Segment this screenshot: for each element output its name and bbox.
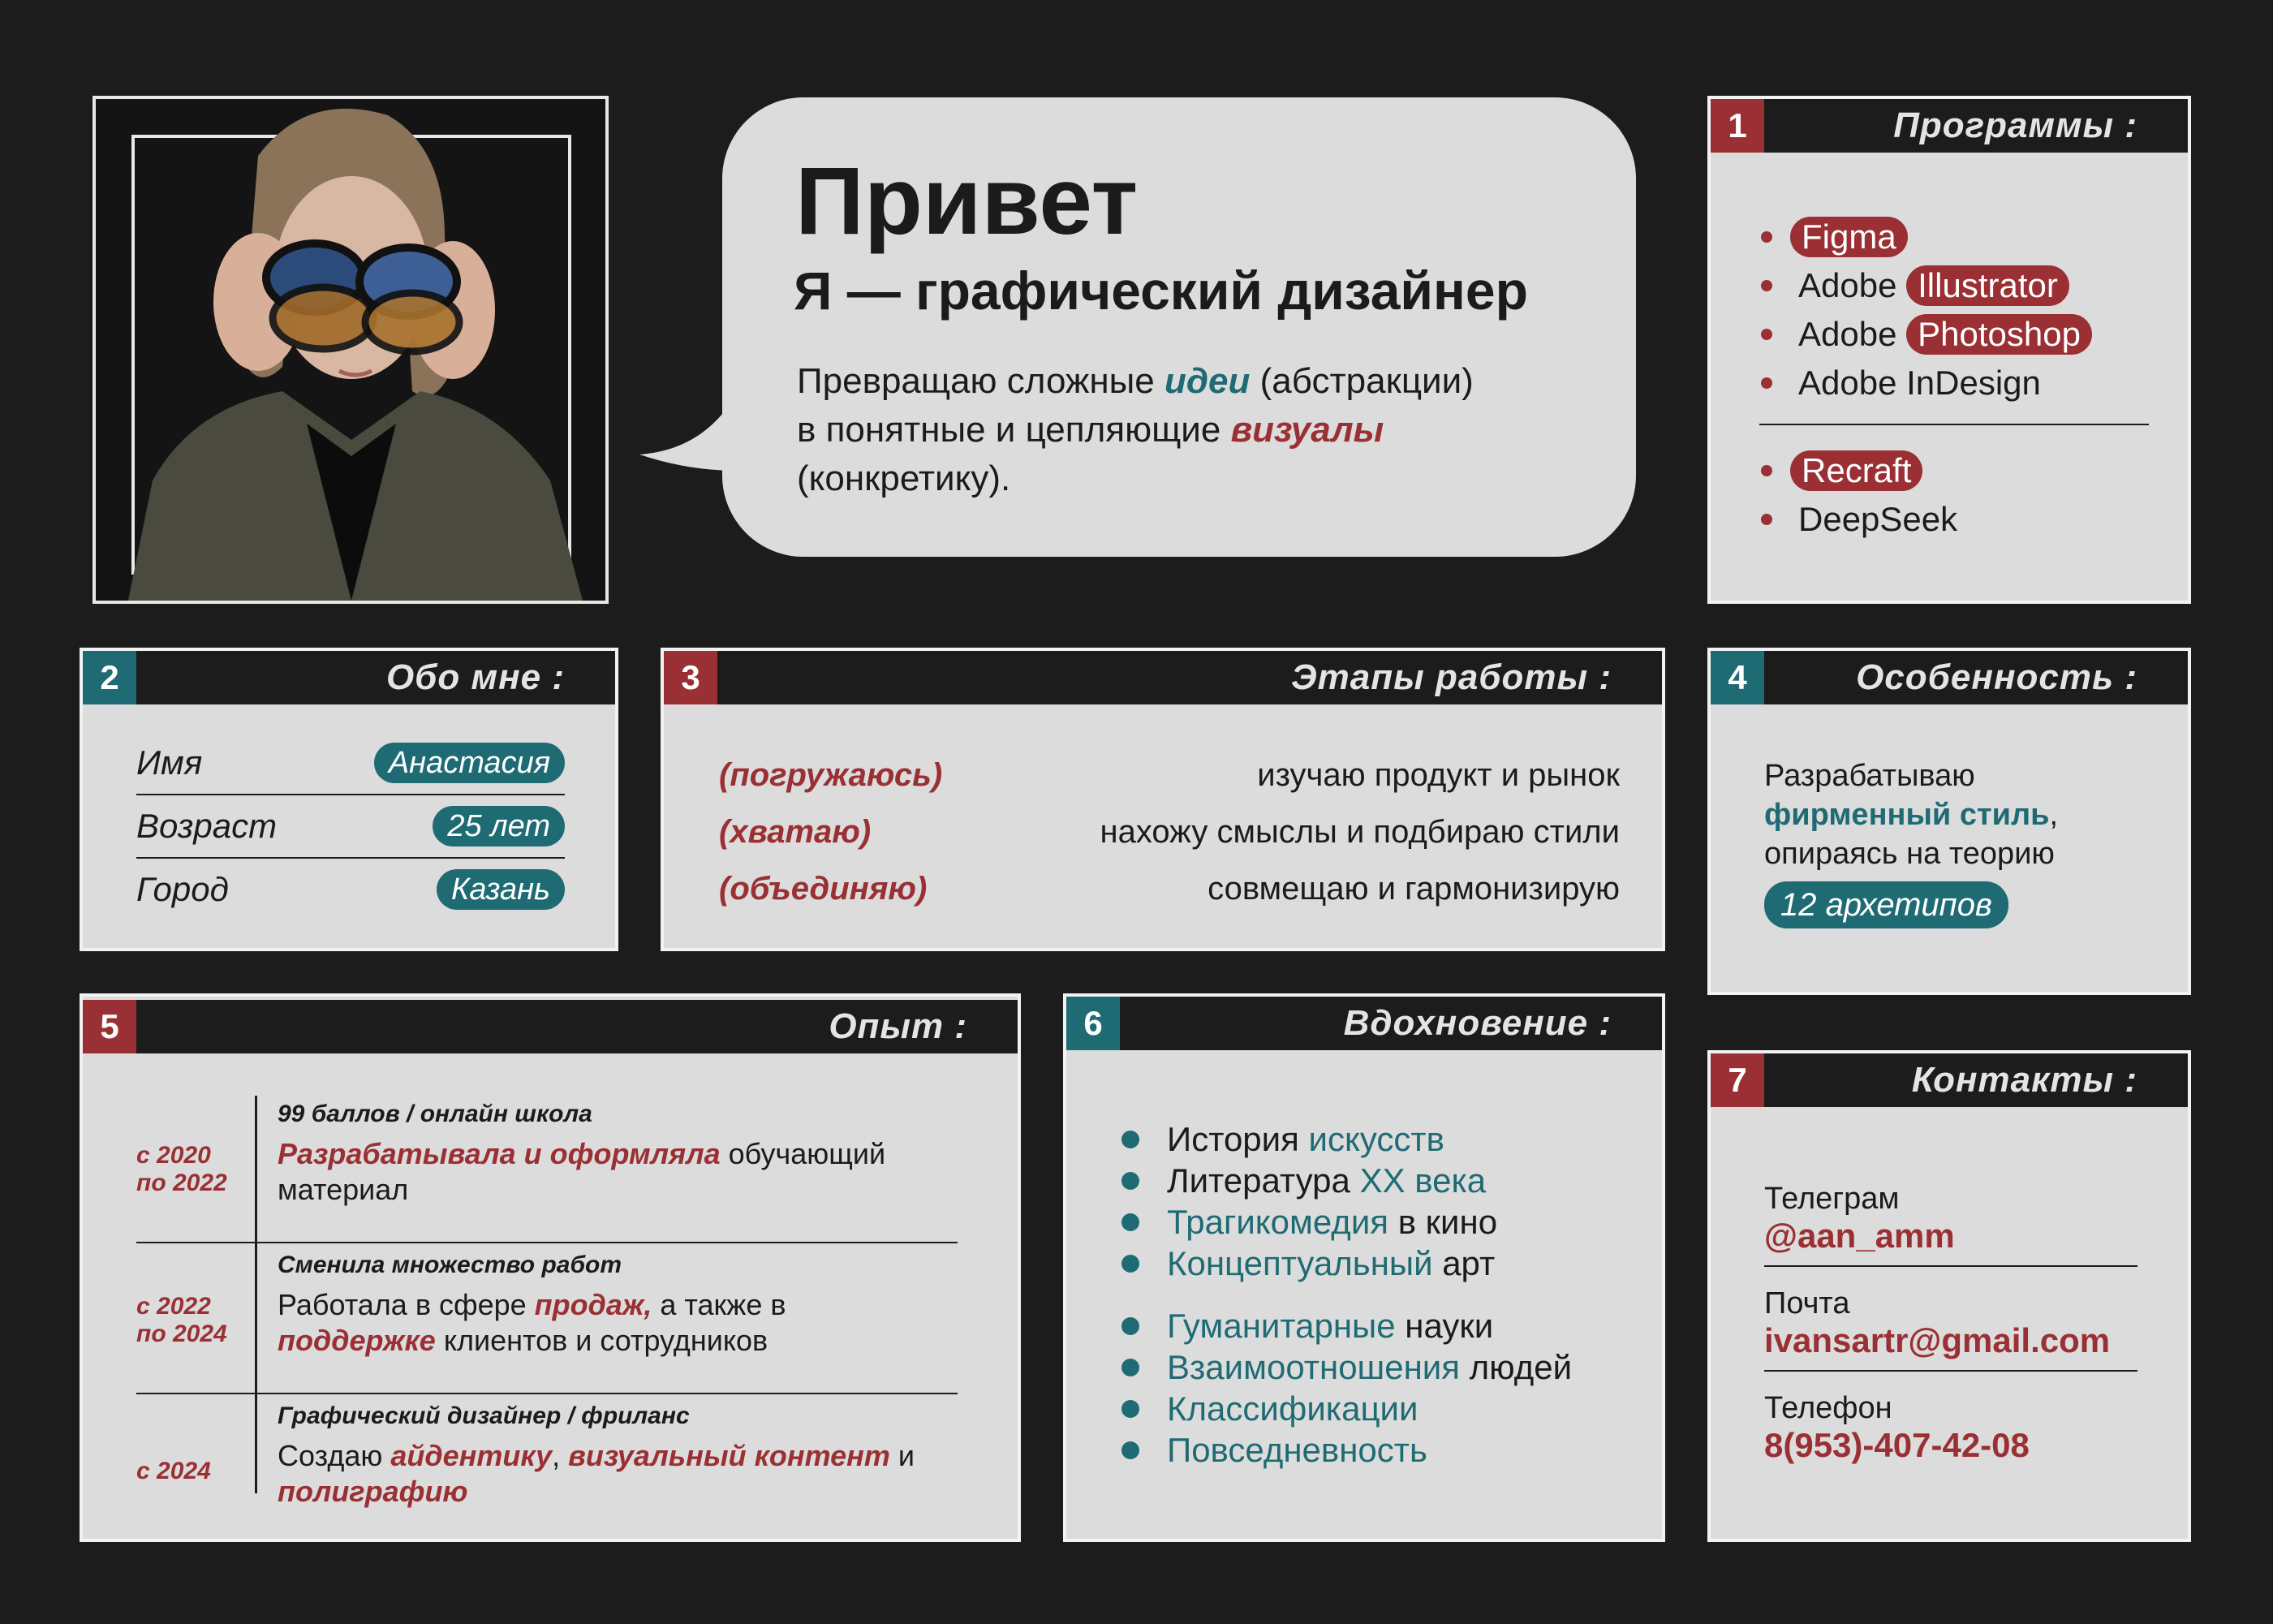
stage-desc: нахожу смыслы и подбираю стили [1100,813,1620,850]
bullet-dot [1761,231,1772,243]
program-item [1759,495,2149,544]
contact-item [1764,1385,2137,1475]
inspiration-highlight: XX века [1359,1161,1487,1200]
bullet-dot [1121,1172,1139,1190]
inspiration-highlight: Классификации [1167,1389,1418,1428]
contact-label: Телеграм [1764,1182,1900,1216]
bullet-dot [1121,1131,1139,1148]
profile-photo [96,99,605,601]
inspiration-text: История [1167,1119,1309,1158]
date-to: по 2022 [136,1170,227,1196]
date-from: с 2024 [136,1458,211,1484]
inspiration-highlight: Гуманитарные [1167,1306,1396,1345]
greeting-subtitle: Я — графический дизайнер [794,261,1528,321]
experience-divider [136,1242,958,1243]
contact-label: Телефон [1764,1391,1892,1425]
inspiration-list-1 [1121,1118,1641,1284]
stage-row [719,747,1620,803]
program-highlight: Recraft [1790,450,1922,491]
stage-verb: (погружаюсь) [719,756,943,793]
inspiration-item [1121,1201,1641,1243]
inspiration-highlight: Трагикомедия [1167,1202,1389,1241]
bullet-dot [1121,1400,1139,1418]
section-number: 7 [1711,1053,1764,1107]
experience-text: а также в [652,1288,794,1321]
program-name: DeepSeek [1798,500,1958,538]
inspiration-item [1121,1346,1641,1388]
feature-card-header [1711,651,2188,704]
program-item [1759,261,2149,310]
section-number: 6 [1066,997,1120,1050]
stage-row [719,860,1620,917]
profile-photo-frame [93,96,609,604]
experience-divider [136,1393,958,1394]
program-highlight: Photoshop [1906,314,2092,355]
about-row [136,859,565,920]
experience-highlight: продаж, [534,1288,652,1321]
about-rows [136,732,565,920]
experience-entry [83,1094,1024,1245]
experience-body [278,1101,927,1208]
contact-value[interactable]: ivansartr@gmail.com [1764,1321,2111,1359]
stage-rows [719,747,1620,917]
inspiration-item [1121,1243,1641,1284]
experience-dates [136,1094,227,1245]
stage-desc: совмещаю и гармонизирую [1208,870,1620,907]
speech-bubble [722,97,1636,557]
inspiration-text: Литература [1167,1161,1360,1200]
highlight-brand-style: фирменный стиль [1764,798,2050,832]
programs-divider [1759,424,2149,425]
inspiration-text: науки [1395,1306,1494,1345]
about-card [80,648,618,951]
about-label: Возраст [136,807,278,845]
experience-heading: Графический дизайнер / фриланс [278,1402,690,1429]
experience-highlight: Разрабатывала и оформляла [278,1137,721,1170]
experience-text: , [552,1439,569,1472]
date-to: по 2024 [136,1320,227,1347]
experience-highlight: полиграфию [278,1475,468,1508]
contact-item [1764,1175,2137,1267]
experience-heading: Сменила множество работ [278,1251,622,1278]
bullet-dot [1121,1213,1139,1231]
date-from: с 2022 [136,1293,211,1320]
experience-entry [83,1245,1024,1396]
experience-highlight: айдентику [390,1439,553,1472]
inspiration-card [1063,993,1665,1542]
experience-text: обучающий материал [278,1137,894,1206]
bullet-dot [1761,465,1772,476]
bullet-dot [1761,329,1772,340]
stage-row [719,803,1620,860]
bullet-dot [1121,1317,1139,1335]
contacts-card-header [1711,1053,2188,1107]
contacts-title: Контакты : [1911,1060,2137,1100]
inspiration-highlight: искусств [1308,1119,1444,1158]
about-card-header [83,651,615,704]
inspiration-highlight: Концептуальный [1167,1243,1433,1282]
bullet-dot [1761,514,1772,525]
section-number: 1 [1711,99,1764,153]
inspiration-text: в кино [1388,1202,1498,1241]
bullet-dot [1761,280,1772,291]
inspiration-item [1121,1118,1641,1160]
bullet-dot [1121,1441,1139,1459]
program-item [1759,213,2149,261]
feature-text: Разрабатываю фирменный стиль, опираясь на теорию 12 архетипов [1764,756,2170,928]
experience-dates [136,1396,211,1547]
experience-entry [83,1396,1024,1547]
experience-text: Создаю [278,1439,391,1472]
experience-dates [136,1245,227,1396]
stages-card-header [664,651,1662,704]
program-name: Adobe [1798,315,1907,353]
experience-card [80,993,1021,1542]
experience-text: и [889,1439,923,1472]
highlight-ideas: идеи [1164,361,1251,401]
about-value: Анастасия [374,743,565,783]
experience-title: Опыт : [829,1006,967,1046]
section-number: 3 [664,651,717,704]
program-name: Adobe InDesign [1798,364,2041,402]
experience-desc [278,1136,927,1208]
section-number: 4 [1711,651,1764,704]
experience-body [278,1251,927,1359]
inspiration-item [1121,1305,1641,1346]
date-from: с 2020 [136,1142,211,1169]
stages-card [661,648,1665,951]
bullet-dot [1121,1255,1139,1273]
section-number: 5 [83,1000,136,1053]
inspiration-item [1121,1160,1641,1201]
programs-card-header [1711,99,2188,153]
archetypes-pill: 12 архетипов [1764,881,2008,928]
inspiration-item [1121,1388,1641,1429]
about-value: Казань [437,869,565,910]
about-label: Город [136,870,229,908]
greeting-title: Привет [795,148,1139,255]
highlight-visuals: визуалы [1230,410,1384,450]
stage-verb: (объединяю) [719,870,928,907]
about-value: 25 лет [433,806,565,846]
stage-desc: изучаю продукт и рынок [1257,756,1620,793]
experience-highlight: визуальный контент [568,1439,890,1472]
experience-desc [278,1287,927,1359]
intro-text: Превращаю сложные идеи (абстракции) в понятные и цепляющие визуалы (конкретику). [797,361,1474,498]
inspiration-highlight: Взаимоотношения [1167,1347,1460,1386]
program-item [1759,359,2149,407]
program-item [1759,310,2149,359]
stage-verb: (хватаю) [719,813,872,850]
program-name: Adobe [1798,266,1907,304]
contacts-card [1707,1050,2191,1542]
about-row [136,732,565,795]
section-number: 2 [83,651,136,704]
experience-highlight: поддержке [278,1324,436,1357]
experience-text: клиентов и сотрудников [435,1324,768,1357]
programs-list [1759,213,2149,407]
about-row [136,795,565,859]
inspiration-text: арт [1432,1243,1496,1282]
program-highlight: Illustrator [1906,265,2069,306]
experience-text: Работала в сфере [278,1288,535,1321]
program-item [1759,446,2149,495]
inspiration-title: Вдохновение : [1343,1003,1612,1043]
about-label: Имя [136,743,203,782]
contact-label: Почта [1764,1286,1850,1320]
experience-card-header [83,1000,1018,1053]
programs-card [1707,96,2191,604]
inspiration-item [1121,1429,1641,1471]
feature-title: Особенность : [1856,657,2137,697]
inspiration-card-header [1066,997,1662,1050]
program-highlight: Figma [1790,217,1908,257]
experience-heading: 99 баллов / онлайн школа [278,1101,592,1127]
bullet-dot [1121,1359,1139,1376]
inspiration-highlight: Повседневность [1167,1430,1427,1469]
experience-body [278,1402,927,1510]
contact-value[interactable]: @aan_amm [1764,1217,1955,1255]
bullet-dot [1761,377,1772,389]
contact-item [1764,1280,2137,1372]
contact-value[interactable]: 8(953)-407-42-08 [1764,1426,2030,1464]
experience-desc [278,1438,927,1510]
inspiration-text: людей [1460,1347,1573,1386]
about-title: Обо мне : [385,657,565,697]
feature-card [1707,648,2191,995]
ai-tools-list [1759,446,2149,544]
inspiration-list-2 [1121,1305,1641,1471]
contact-items [1764,1175,2137,1475]
stages-title: Этапы работы : [1291,657,1612,697]
programs-title: Программы : [1893,106,2137,145]
